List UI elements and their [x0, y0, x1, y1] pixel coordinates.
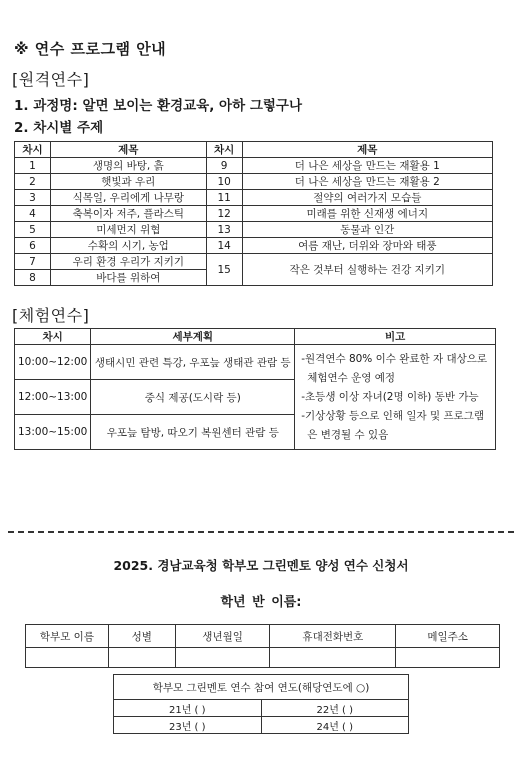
grade-class-name-line: 학년 반 이름:: [220, 595, 302, 610]
table-row: [15, 158, 493, 174]
year-checkbox-cell[interactable]: 21년 ( ): [114, 700, 262, 717]
session-title: 축복이자 저주, 플라스틱: [50, 206, 206, 222]
time-slot: 12:00~13:00: [15, 380, 91, 415]
col-header-time: 차시: [15, 329, 91, 345]
parent-name-field[interactable]: [26, 648, 109, 668]
session-title: 생명의 바탕, 흙: [50, 158, 206, 174]
session-num: 11: [206, 190, 242, 206]
table-header-row: [15, 329, 496, 345]
session-num: 15: [206, 254, 242, 286]
time-slot: 10:00~12:00: [15, 345, 91, 380]
col-header-title: 제목: [50, 142, 206, 158]
col-header-phone: 휴대전화번호: [270, 625, 396, 648]
table-row: [114, 700, 409, 717]
session-num: 2: [15, 174, 51, 190]
notes-cell: [295, 345, 496, 450]
participation-title: 학부모 그린멘토 연수 참여 연도(해당연도에 ○): [114, 675, 409, 700]
note-line: 체험연수 운영 예정: [307, 371, 396, 384]
col-header-session: 차시: [15, 142, 51, 158]
session-num: 1: [15, 158, 51, 174]
table-row: [15, 190, 493, 206]
session-title: 절약의 여러가지 모습들: [242, 190, 492, 206]
remote-section-title: [원격연수]: [12, 70, 90, 89]
session-num: 7: [15, 254, 51, 270]
session-topics-heading: 2. 차시별 주제: [14, 120, 104, 136]
gender-field[interactable]: [108, 648, 175, 668]
col-header-title: 제목: [242, 142, 492, 158]
session-num: 10: [206, 174, 242, 190]
session-title: 동물과 인간: [242, 222, 492, 238]
remote-sessions-table: [14, 141, 493, 286]
notice-title: ※ 연수 프로그램 안내: [14, 40, 167, 58]
session-num: 3: [15, 190, 51, 206]
session-num: 9: [206, 158, 242, 174]
session-num: 8: [15, 270, 51, 286]
col-header-gender: 성별: [108, 625, 175, 648]
plan-detail: 중식 제공(도시락 등): [91, 380, 295, 415]
session-num: 5: [15, 222, 51, 238]
table-row: [114, 717, 409, 734]
cut-line-divider: [8, 531, 514, 533]
session-num: 4: [15, 206, 51, 222]
table-row: [15, 345, 496, 380]
session-title: 미세먼지 위협: [50, 222, 206, 238]
email-field[interactable]: [396, 648, 500, 668]
experience-schedule-table: [14, 328, 496, 450]
session-num: 6: [15, 238, 51, 254]
note-line: -초등생 이상 자녀(2명 이하) 동반 가능: [301, 390, 479, 403]
session-num: 13: [206, 222, 242, 238]
session-title: 작은 것부터 실행하는 건강 지키기: [242, 254, 492, 286]
birthdate-field[interactable]: [175, 648, 270, 668]
table-header-row: [26, 625, 500, 648]
year-checkbox-cell[interactable]: 24년 ( ): [261, 717, 409, 734]
session-title: 우리 환경 우리가 지키기: [50, 254, 206, 270]
course-name: 1. 과정명: 알면 보이는 환경교육, 아하 그렇구나: [14, 98, 302, 114]
col-header-email: 메일주소: [396, 625, 500, 648]
session-title: 미래를 위한 신재생 에너지: [242, 206, 492, 222]
session-title: 바다를 위하여: [50, 270, 206, 286]
experience-section-title: [체험연수]: [12, 306, 90, 325]
session-title: 더 나은 세상을 만드는 재활용 1: [242, 158, 492, 174]
table-row: [15, 222, 493, 238]
participation-year-table: [113, 674, 409, 734]
plan-detail: 우포늪 탐방, 따오기 복원센터 관람 등: [91, 415, 295, 450]
note-line: 은 변경될 수 있음: [307, 428, 389, 441]
year-checkbox-cell[interactable]: 22년 ( ): [261, 700, 409, 717]
col-header-note: 비고: [295, 329, 496, 345]
session-title: 더 나은 세상을 만드는 재활용 2: [242, 174, 492, 190]
year-checkbox-cell[interactable]: 23년 ( ): [114, 717, 262, 734]
table-header-row: [15, 142, 493, 158]
application-form-title: 2025. 경남교육청 학부모 그린멘토 양성 연수 신청서: [113, 558, 409, 573]
session-title: 여름 재난, 더위와 장마와 태풍: [242, 238, 492, 254]
session-num: 12: [206, 206, 242, 222]
col-header-session: 차시: [206, 142, 242, 158]
table-row: [15, 206, 493, 222]
table-row: [15, 174, 493, 190]
col-header-birthdate: 생년월일: [175, 625, 270, 648]
session-title: 햇빛과 우리: [50, 174, 206, 190]
time-slot: 13:00~15:00: [15, 415, 91, 450]
phone-field[interactable]: [270, 648, 396, 668]
session-num: 14: [206, 238, 242, 254]
session-title: 수확의 시기, 농업: [50, 238, 206, 254]
session-title: 식목일, 우리에게 나무랑: [50, 190, 206, 206]
note-line: -기상상황 등으로 인해 일자 및 프로그램: [301, 409, 485, 422]
table-row: [26, 648, 500, 668]
col-header-parent-name: 학부모 이름: [26, 625, 109, 648]
table-row: [15, 238, 493, 254]
applicant-info-table: [25, 624, 500, 668]
col-header-plan: 세부계획: [91, 329, 295, 345]
note-line: -원격연수 80% 이수 완료한 자 대상으로: [301, 352, 488, 365]
table-header-row: [114, 675, 409, 700]
plan-detail: 생태시민 관련 특강, 우포늪 생태관 관람 등: [91, 345, 295, 380]
table-row: [15, 254, 493, 270]
